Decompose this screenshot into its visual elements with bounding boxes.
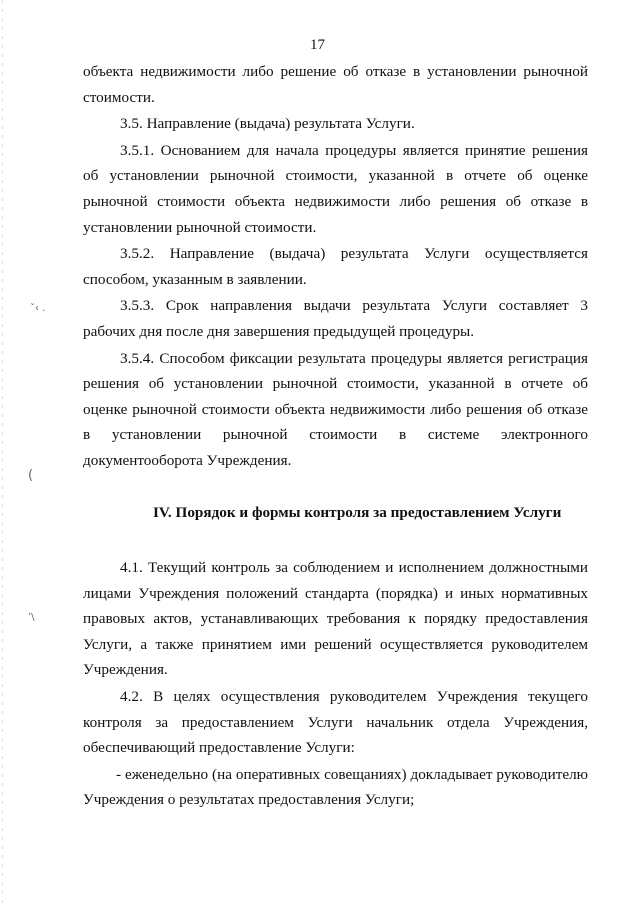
section-heading: IV. Порядок и формы контроля за предоставлением Услуги	[153, 503, 562, 521]
page-number: 17	[310, 37, 325, 53]
scan-edge	[2, 0, 3, 904]
document-body	[83, 59, 588, 813]
paragraph: 3.5. Направление (выдача) результата Услуги.	[120, 115, 415, 133]
scan-mark: (	[28, 468, 34, 483]
list-item: - еженедельно (на оперативных совещаниях) докладывает руководителю Учреждения о результатах предоставления Услуги;	[83, 765, 588, 809]
paragraph: 3.5.3. Срок направления выдачи результата Услуги составляет 3 рабочих дня после дня завершения предыдущей процедуры.	[83, 297, 588, 340]
paragraph: объекта недвижимости либо решение об отказе в установлении рыночной стоимости.	[83, 63, 588, 106]
paragraph: 3.5.4. Способом фиксации результата процедуры является регистрация решения об установлении рыночной стоимости, указанной в отчете об оценке рыночной стоимости объекта недвижимости либо решения об отказе в установлении рыночной стоимости в системе электронного документооборота Учреждения.	[83, 349, 588, 469]
scan-mark: ʼ\	[28, 612, 35, 623]
scan-mark: ˇ‹ .	[30, 303, 46, 314]
paragraph: 4.1. Текущий контроль за соблюдением и исполнением должностными лицами Учреждения положений стандарта (порядка) и иных нормативных правовых актов, устанавливающих требования к порядку предоставления Услуги, а также принятием ими решений осуществляется руководителем Учреждения.	[83, 559, 588, 679]
paragraph: 3.5.2. Направление (выдача) результата Услуги осуществляется способом, указанным в заявлении.	[83, 245, 588, 288]
paragraph: 3.5.1. Основанием для начала процедуры является принятие решения об установлении рыночной стоимости, указанной в отчете об оценке рыночной стоимости объекта недвижимости либо решения об отказе в установлении рыночной стоимости.	[83, 141, 588, 236]
paragraph: 4.2. В целях осуществления руководителем Учреждения текущего контроля за предоставлением Услуги начальник отдела Учреждения, обеспечивающий предоставление Услуги:	[83, 688, 588, 757]
